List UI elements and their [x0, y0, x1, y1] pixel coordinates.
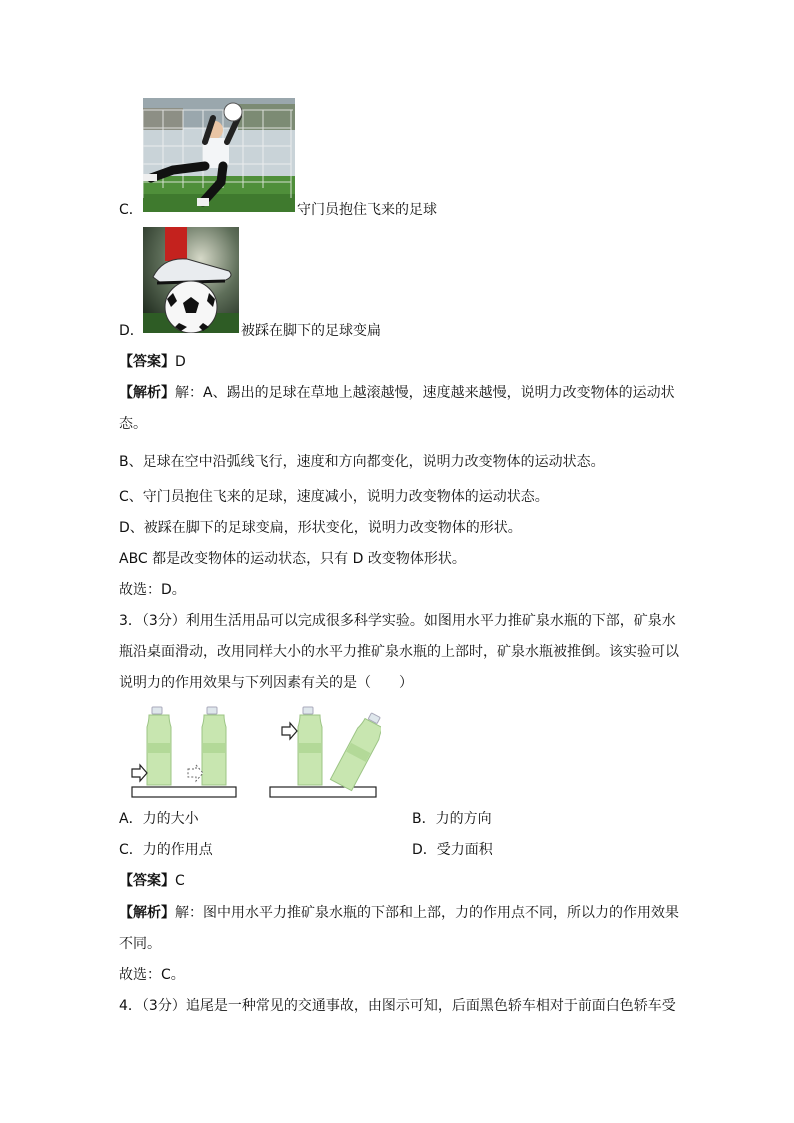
q2-analysis-line-7: 故选：D。: [119, 582, 186, 598]
option-d-letter: D．: [119, 323, 144, 339]
q2-analysis-line-6: ABC 都是改变物体的运动状态，只有 D 改变物体形状。: [119, 551, 466, 567]
push-arrow-bottom-dashed: [188, 765, 203, 781]
q3-option-c: C．力的作用点: [119, 842, 213, 858]
option-c-letter: C．: [119, 202, 143, 218]
answer-value: C: [175, 873, 185, 889]
right-bottle-tipping: [330, 710, 381, 790]
option-d-text: 被踩在脚下的足球变扁: [241, 323, 381, 339]
analysis-text: 解：A、踢出的足球在草地上越滚越慢，速度越来越慢，说明力改变物体的运动状: [175, 385, 675, 401]
option-c-text: 守门员抱住飞来的足球: [297, 202, 437, 218]
q2-analysis-line-4: C、守门员抱住飞来的足球，速度减小，说明力改变物体的运动状态。: [119, 489, 549, 505]
bottle-push-figure: [119, 703, 381, 799]
q3-analysis-line-1: [119, 903, 679, 923]
q2-analysis-line-1: [119, 383, 675, 403]
answer-value: D: [175, 354, 186, 370]
answer-tag: 【答案】: [119, 873, 175, 889]
q3-analysis-line-2: 不同。: [119, 936, 161, 952]
analysis-text: 解：图中用水平力推矿泉水瓶的下部和上部，力的作用点不同，所以力的作用效果: [175, 905, 679, 921]
q2-answer: [119, 352, 186, 372]
left-bottle-before: [147, 707, 171, 785]
q4-stem-line-1: 4．（3分）追尾是一种常见的交通事故，由图示可知，后面黑色轿车相对于前面白色轿车受: [119, 998, 676, 1014]
q3-answer: [119, 871, 185, 891]
left-table: [132, 787, 236, 797]
q2-analysis-line-5: D、被踩在脚下的足球变扁，形状变化，说明力改变物体的形状。: [119, 520, 522, 536]
analysis-tag: 【解析】: [119, 905, 175, 921]
q3-stem-line-2: 瓶沿桌面滑动，改用同样大小的水平力推矿泉水瓶的上部时，矿泉水瓶被推倒。该实验可以: [119, 644, 679, 660]
q3-stem-line-3: 说明力的作用效果与下列因素有关的是（ ）: [119, 675, 413, 691]
q2-analysis-line-3: B、足球在空中沿弧线飞行，速度和方向都变化，说明力改变物体的运动状态。: [119, 454, 605, 470]
analysis-tag: 【解析】: [119, 385, 175, 401]
q3-option-a: A．力的大小: [119, 811, 199, 827]
q2-analysis-line-2: 态。: [119, 416, 147, 432]
q3-option-b: B．力的方向: [412, 811, 492, 827]
football-under-foot-photo: [143, 227, 239, 333]
q3-analysis-line-3: 故选：C。: [119, 967, 185, 983]
right-table: [270, 787, 376, 797]
q3-option-d: D．受力面积: [412, 842, 493, 858]
right-bottle-before: [298, 707, 322, 785]
push-arrow-top-solid: [282, 723, 297, 739]
q3-stem-line-1: 3．（3分）利用生活用品可以完成很多科学实验。如图用水平力推矿泉水瓶的下部，矿泉水: [119, 613, 676, 629]
goalkeeper-photo: [143, 98, 295, 212]
left-bottle-after: [202, 707, 226, 785]
answer-tag: 【答案】: [119, 354, 175, 370]
push-arrow-bottom-solid: [132, 765, 147, 781]
